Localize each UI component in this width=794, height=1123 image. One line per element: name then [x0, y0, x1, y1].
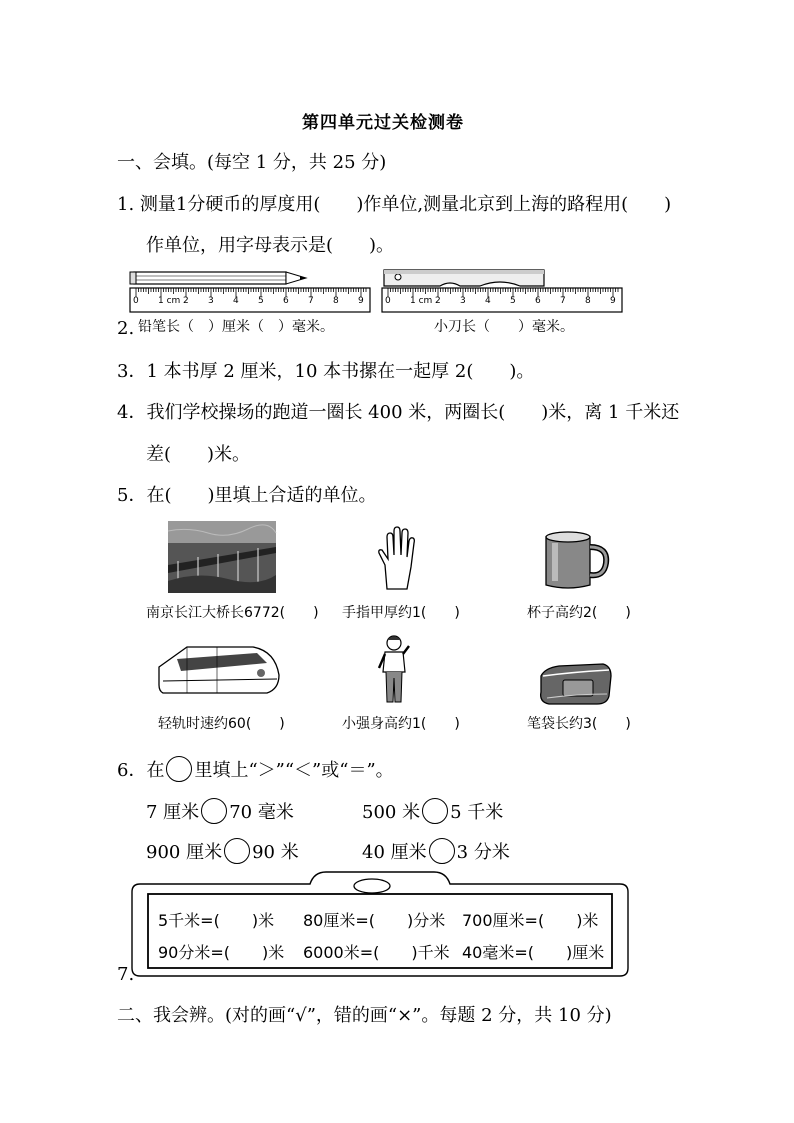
ruler-tick-label: 8 [585, 296, 591, 306]
ruler-tick-label: 2 [435, 296, 441, 306]
section-2-heading: 二、我会辨。(对的画“√”，错的画“×”。每题 2 分，共 10 分) [117, 1005, 612, 1026]
question-1-line-2: 作单位，用字母表示是( )。 [146, 235, 395, 256]
compare-item-1 [146, 798, 294, 824]
item-cup-label: 杯子高约2( ) [527, 605, 631, 621]
ruler-tick-label: 5 [510, 296, 516, 306]
conversion-6: 40毫米=( )厘米 [462, 943, 605, 962]
item-boy-label: 小强身高约1( ) [342, 716, 460, 732]
pencil-case-icon [537, 662, 613, 706]
compare-item-4 [362, 838, 510, 864]
question-6-heading-post: 里填上“＞”“＜”或“＝”。 [194, 760, 394, 781]
item-bridge-label: 南京长江大桥长6772( ) [146, 605, 319, 621]
ruler-tick-label: 4 [233, 296, 239, 306]
item-pencil-case-label: 笔袋长约3( ) [527, 716, 631, 732]
section-1-heading: 一、会填。(每空 1 分，共 25 分) [117, 152, 387, 173]
compare-left: 500 米 [362, 802, 421, 823]
compare-left: 900 厘米 [146, 842, 223, 863]
conversion-1: 5千米=( )米 [158, 911, 275, 930]
compare-item-2 [362, 798, 503, 824]
item-fingernail-label: 手指甲厚约1( ) [342, 605, 460, 621]
question-4-line-1: 4．我们学校操场的跑道一圈长 400 米，两圈长( )米，离 1 千米还 [117, 402, 680, 423]
conversion-3: 700厘米=( )米 [462, 911, 599, 930]
ruler-tick-label: 3 [208, 296, 214, 306]
ruler-tick-label: 0 [385, 296, 391, 306]
question-1-line-1: 1. 测量1分硬币的厚度用( )作单位,测量北京到上海的路程用( ) [117, 194, 672, 215]
ruler-tick-label: 4 [485, 296, 491, 306]
compare-right: 70 毫米 [229, 802, 294, 823]
question-6-heading [117, 756, 394, 782]
question-6-heading-pre: 6．在 [117, 760, 165, 781]
knife-ruler-figure [380, 266, 630, 316]
question-4-line-2: 差( )米。 [146, 444, 251, 465]
question-2-number: 2. [117, 318, 135, 339]
pencil-icon [130, 272, 306, 284]
compare-circle-input[interactable] [422, 798, 448, 824]
question-5-heading: 5．在( )里填上合适的单位。 [117, 485, 377, 506]
ruler-tick-label: 1 cm [410, 296, 433, 306]
train-icon [157, 641, 281, 699]
ruler-tick-label: 6 [535, 296, 541, 306]
ruler-tick-label: 3 [460, 296, 466, 306]
ruler-tick-label: 9 [610, 296, 616, 306]
ruler-tick-label: 7 [308, 296, 314, 306]
ruler-tick-label: 7 [560, 296, 566, 306]
compare-circle-input[interactable] [224, 838, 250, 864]
compare-right: 5 千米 [450, 802, 504, 823]
ruler-tick-label: 5 [258, 296, 264, 306]
conversion-4: 90分米=( )米 [158, 943, 285, 962]
ruler-tick-label: 1 cm [158, 296, 181, 306]
pencil-ruler-figure [128, 268, 378, 316]
compare-left: 40 厘米 [362, 842, 427, 863]
knife-length-label: 小刀长（ ）毫米。 [434, 319, 574, 335]
ruler-tick-label: 0 [133, 296, 139, 306]
boy-icon [377, 634, 411, 706]
compare-right: 90 米 [252, 842, 299, 863]
question-7-number: 7. [117, 964, 135, 985]
compare-right: 3 分米 [456, 842, 510, 863]
ruler-tick-label: 9 [358, 296, 364, 306]
pencil-length-label: 铅笔长（ ）厘米（ ）毫米。 [138, 319, 334, 335]
compare-left: 7 厘米 [146, 802, 200, 823]
ruler-tick-label: 6 [283, 296, 289, 306]
item-train-label: 轻轨时速约60( ) [158, 716, 285, 732]
ruler-tick-label: 2 [183, 296, 189, 306]
compare-circle-icon [166, 756, 192, 782]
compare-circle-input[interactable] [201, 798, 227, 824]
hand-icon [377, 527, 417, 591]
cup-icon [544, 531, 610, 589]
conversion-5: 6000米=( )千米 [303, 943, 450, 962]
ruler-tick-label: 8 [333, 296, 339, 306]
compare-circle-input[interactable] [429, 838, 455, 864]
conversion-2: 80厘米=( )分米 [303, 911, 446, 930]
page-title: 第四单元过关检测卷 [302, 113, 464, 133]
compare-item-3 [146, 838, 299, 864]
question-3: 3．1 本书厚 2 厘米，10 本书摞在一起厚 2( )。 [117, 361, 535, 382]
knife-icon [384, 270, 544, 286]
bridge-photo [168, 521, 276, 593]
